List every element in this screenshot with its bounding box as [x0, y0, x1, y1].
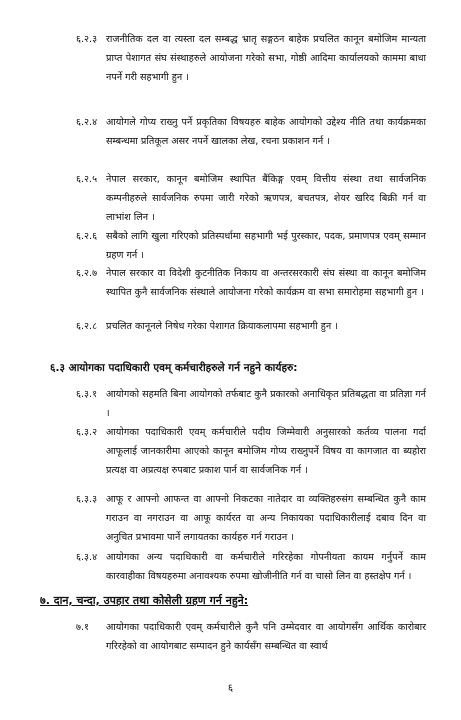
clause-6-2-8: [76, 317, 426, 336]
clause-number: ६.२.३: [76, 34, 98, 45]
clause-text: आफू र आफ्नो आफन्त वा आफ्नो निकटका नातेदार वा व्यक्तिहरुसंग सम्बन्धित कुनै काम गराउन वा नगराउन वा आफू कार्यरत वा अन्य निकायका पदाधिकारीलाई दबाव दिन वा अनुचित प्रभावमा पार्ने लगायतका कार्यहरु गर्न गराउन ।: [106, 494, 426, 543]
page-number: ६: [227, 683, 234, 694]
clause-number: ६.२.८: [76, 321, 98, 332]
clause-6-3-3: [76, 490, 426, 547]
clause-text: प्रचलित कानूनले निषेध गरेका पेशागत क्रियाकलापमा सहभागी हुन ।: [106, 321, 338, 332]
clause-6-2-4: [76, 113, 426, 151]
clause-number: ६.२.७: [76, 268, 98, 279]
clause-text: नेपाल सरकार वा विदेशी कुटनीतिक निकाय वा अन्तरसरकारी संघ संस्था वा कानून बमोजिम स्थापित कुनै सार्वजनिक संस्थाले आयोजना गरेको कार्यक्रम वा सभा समारोहमा सहभागी हुन ।: [106, 268, 426, 298]
clause-number: ६.२.५: [76, 174, 98, 185]
clause-6-2-6: [76, 227, 426, 265]
section-heading-7-text: ७. दान, चन्दा, उपहार तथा कोसेली ग्रहण गर्न नहुने:: [40, 594, 249, 607]
clause-text: नेपाल सरकार, कानून बमोजिम स्थापित बैंकिङ्ग एवम् वित्तीय संस्था तथा सार्वजनिक कम्पनीहरुले सार्वजनिक रुपमा जारी गरेको ऋणपत्र, बचतपत्र, शेयर खरिद बिक्री गर्न वा लाभांश लिन ।: [106, 174, 426, 223]
clause-number: ६.३.४: [76, 552, 98, 563]
section-heading-6-3: ६.३ आयोगका पदाधिकारी एवम् कर्मचारीहरुले गर्न नहुने कार्यहरु:: [50, 362, 298, 374]
clause-6-2-5: [76, 170, 426, 227]
clause-text: सबैको लागि खुला गरिएको प्रतिस्पर्धामा सहभागी भई पुरस्कार, पदक, प्रमाणपत्र एवम् सम्मान ग्रहण गर्न ।: [106, 231, 426, 261]
clause-number: ६.३.३: [76, 494, 98, 505]
clause-number: ६.२.४: [76, 117, 98, 128]
clause-number: ६.३.१: [76, 389, 98, 400]
clause-6-2-7: [76, 264, 426, 302]
clause-text: आयोगले गोप्य राख्नु पर्ने प्रकृतिका विषयहरु बाहेक आयोगको उद्देश्य नीति तथा कार्यक्रमका सम्बन्धमा प्रतिकूल असर नपर्ने खालका लेख, रचना प्रकाशन गर्न ।: [106, 117, 426, 147]
clause-text: आयोगको सहमति बिना आयोगको तर्फबाट कुनै प्रकारको अनाधिकृत प्रतिबद्धता वा प्रतिज्ञा गर्न ।: [106, 389, 426, 419]
clause-text: राजनीतिक दल वा त्यस्ता दल सम्बद्ध भ्रातृ सङ्गठन बाहेक प्रचलित कानून बमोजिम मान्यता प्राप्त पेशागत संघ संस्थाहरुले आयोजना गरेको सभा, गोष्ठी आदिमा कार्यालयको काममा बाधा नपर्ने गरी सहभागी हुन ।: [106, 34, 426, 83]
clause-text: आयोगका पदाधिकारी एवम् कर्मचारीले कुनै पनि उम्मेदवार वा आयोगसँग आर्थिक कारोबार गरिरहेको वा आयोगबाट सम्पादन हुने कार्यसँग सम्बन्धित वा स्वार्थ: [106, 622, 426, 652]
clause-6-3-4: [76, 548, 426, 586]
clause-text: आयोगका अन्य पदाधिकारी वा कर्मचारीले गरिरहेका गोपनीयता कायम गर्नुपर्ने काम कारवाहीका विषयहरुमा अनावश्यक रुपमा खोजीनीति गर्न वा चासो लिन वा हस्तक्षेप गर्न ।: [106, 552, 426, 582]
clause-6-3-2: [76, 423, 426, 480]
clause-7-1: [76, 618, 426, 656]
section-heading-7: [40, 593, 430, 609]
clause-number: ६.३.२: [76, 427, 98, 438]
clause-6-2-3: [76, 30, 426, 87]
clause-number: ७.१: [76, 622, 90, 633]
clause-number: ६.२.६: [76, 231, 98, 242]
clause-text: आयोगका पदाधिकारी एवम् कर्मचारीले पदीय जिम्मेवारी अनुसारको कर्तव्य पालना गर्दा आफूलाई जानकारीमा आएको कानून बमोजिम गोप्य राख्नुपर्ने विषय वा कागजात वा ब्यहोरा प्रत्यक्ष वा अप्रत्यक्ष रुपबाट प्रकाश पार्न वा सार्वजनिक गर्न ।: [106, 427, 426, 476]
clause-6-3-1: [76, 385, 426, 423]
